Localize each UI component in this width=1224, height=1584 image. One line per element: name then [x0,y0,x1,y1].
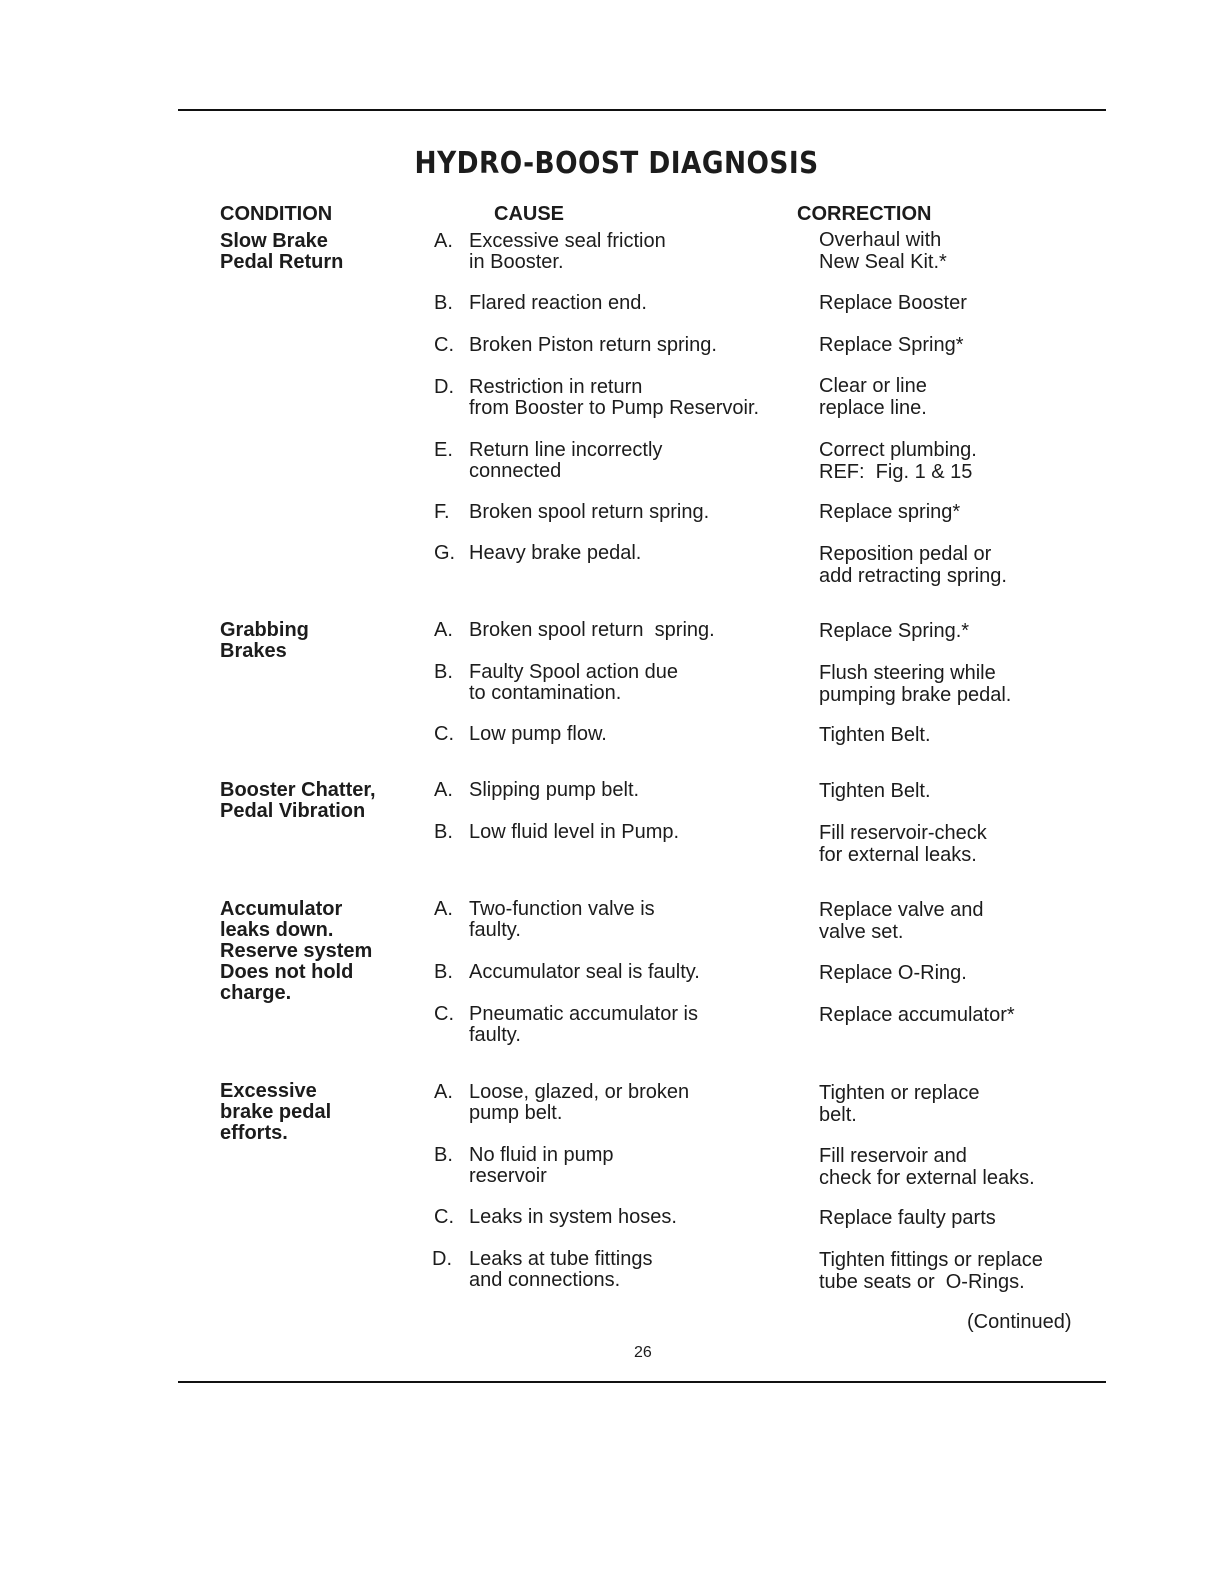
cause-text: Leaks at tube fittings and connections. [469,1248,653,1291]
continued-note: (Continued) [967,1311,1072,1333]
correction-text: Replace Spring* [819,334,964,356]
cause-letter: A. [434,898,453,920]
correction-text: Replace accumulator* [819,1004,1015,1026]
cause-letter: B. [434,661,453,683]
correction-text: Flush steering while pumping brake pedal. [819,662,1012,706]
cause-text: Heavy brake pedal. [469,542,642,564]
cause-text: Return line incorrectly connected [469,439,663,482]
condition-label: Slow Brake Pedal Return [220,230,344,273]
correction-text: Replace O-Ring. [819,962,967,984]
cause-letter: C. [434,1003,454,1025]
cause-text: No fluid in pump reservoir [469,1144,614,1187]
correction-text: Tighten fittings or replace tube seats or O-Rings. [819,1249,1043,1293]
cause-text: Restriction in return from Booster to Pump Reservoir. [469,376,760,419]
condition-label: Excessive brake pedal efforts. [220,1080,332,1144]
correction-text: Reposition pedal or add retracting spring. [819,543,1007,587]
cause-letter: G. [434,542,456,564]
cause-letter: C. [434,1206,454,1228]
cause-text: Pneumatic accumulator is faulty. [469,1003,698,1046]
correction-text: Replace faulty parts [819,1207,996,1229]
cause-letter: A. [434,230,453,252]
bottom-rule [178,1381,1106,1383]
correction-text: Replace spring* [819,501,961,523]
page-number: 26 [634,1344,652,1361]
cause-text: Low pump flow. [469,723,607,745]
correction-text: Tighten Belt. [819,780,931,802]
condition-label: Booster Chatter, Pedal Vibration [220,779,376,822]
condition-label: Accumulator leaks down. Reserve system Does not hold charge. [220,898,373,1004]
correction-text: Replace Booster [819,292,967,314]
cause-text: Excessive seal friction in Booster. [469,230,666,273]
cause-letter: A. [434,619,453,641]
correction-text: Overhaul with New Seal Kit.* [819,229,947,273]
cause-letter: E. [434,439,453,461]
cause-letter: B. [434,292,453,314]
cause-letter: A. [434,779,453,801]
cause-letter: D. [434,376,454,398]
cause-letter: B. [434,1144,453,1166]
cause-text: Loose, glazed, or broken pump belt. [469,1081,690,1124]
cause-text: Broken Piston return spring. [469,334,717,356]
cause-letter: D. [432,1248,452,1270]
cause-letter: C. [434,723,454,745]
correction-text: Fill reservoir and check for external leaks. [819,1145,1035,1189]
correction-header: CORRECTION [797,203,932,225]
cause-text: Broken spool return spring. [469,619,715,641]
correction-text: Fill reservoir-check for external leaks. [819,822,987,866]
cause-text: Low fluid level in Pump. [469,821,680,843]
cause-text: Flared reaction end. [469,292,647,314]
correction-text: Tighten Belt. [819,724,931,746]
cause-letter: B. [434,821,453,843]
cause-text: Two-function valve is faulty. [469,898,655,941]
correction-text: Replace valve and valve set. [819,899,984,943]
correction-text: Clear or line replace line. [819,375,927,419]
correction-text: Correct plumbing. REF: Fig. 1 & 15 [819,439,977,483]
cause-text: Broken spool return spring. [469,501,710,523]
cause-header: CAUSE [494,203,565,225]
condition-label: Grabbing Brakes [220,619,309,662]
cause-letter: F. [434,501,450,523]
cause-text: Slipping pump belt. [469,779,640,801]
cause-text: Accumulator seal is faulty. [469,961,700,983]
cause-letter: A. [434,1081,453,1103]
correction-text: Tighten or replace belt. [819,1082,980,1126]
cause-text: Leaks in system hoses. [469,1206,677,1228]
condition-header: CONDITION [220,203,333,225]
correction-text: Replace Spring.* [819,620,970,642]
page-title: HYDRO-BOOST DIAGNOSIS [414,146,819,181]
cause-letter: C. [434,334,454,356]
cause-letter: B. [434,961,453,983]
top-rule [178,109,1106,111]
cause-text: Faulty Spool action due to contamination. [469,661,679,704]
